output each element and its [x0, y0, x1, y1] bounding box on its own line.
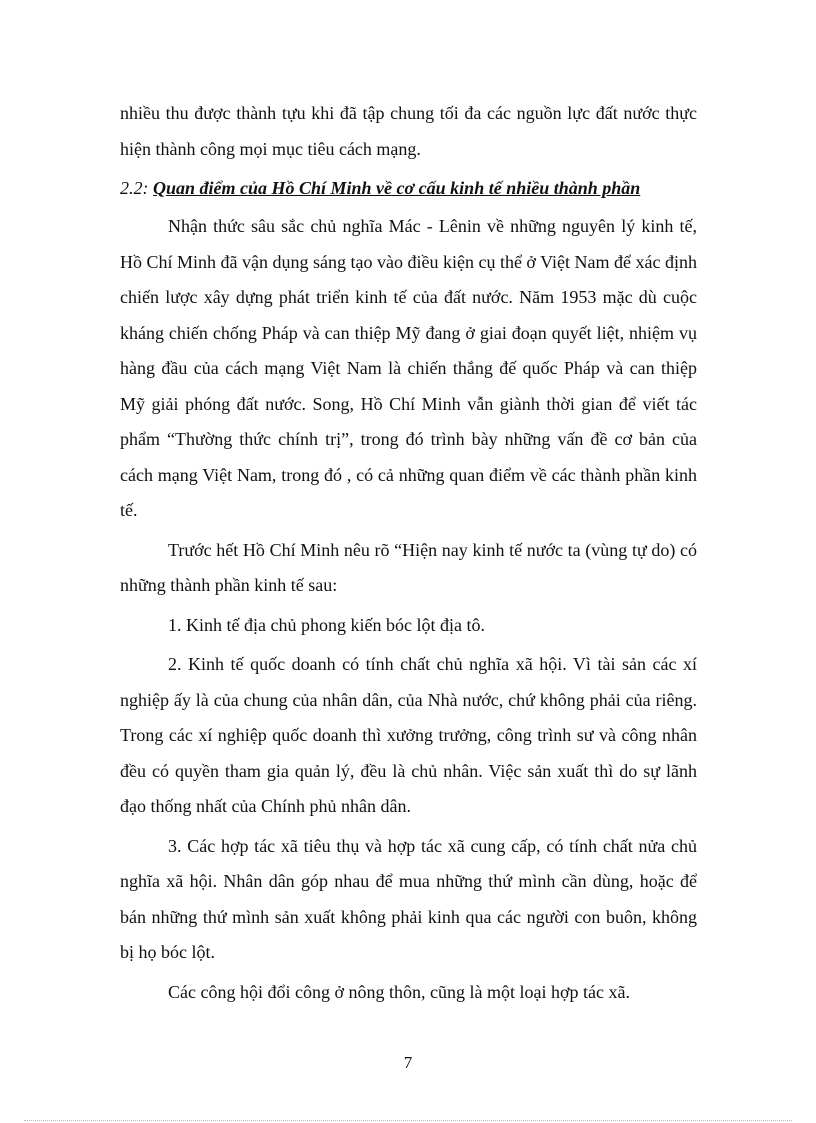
list-item-2: 2. Kinh tế quốc doanh có tính chất chủ nghĩa xã hội. Vì tài sản các xí nghiệp ấy là của chung của nhân dân, của Nhà nước, chứ không phải của riêng. Trong các xí nghiệp quốc doanh thì xưởng trưởng, công trình sư và công nhân đều có quyền tham gia quản lý, đều là chủ nhân. Việc sản xuất thì do sự lãnh đạo thống nhất của Chính phủ nhân dân.	[120, 654, 697, 816]
section-number: 2.2:	[120, 178, 153, 198]
intro-paragraph	[120, 96, 697, 167]
section-title: Quan điểm của Hồ Chí Minh về cơ cấu kinh tế nhiều thành phần	[153, 178, 641, 198]
intro-text: nhiều thu được thành tựu khi đã tập chung tối đa các nguồn lực đất nước thực hiện thành công mọi mục tiêu cách mạng.	[120, 103, 697, 159]
paragraph-1: Nhận thức sâu sắc chủ nghĩa Mác - Lênin về những nguyên lý kinh tế, Hồ Chí Minh đã vận dụng sáng tạo vào điều kiện cụ thể ở Việt Nam để xác định chiến lược xây dựng phát triển kinh tế của đất nước. Năm 1953 mặc dù cuộc kháng chiến chống Pháp và can thiệp Mỹ đang ở giai đoạn quyết liệt, nhiệm vụ hàng đầu của cách mạng Việt Nam là chiến thắng đế quốc Pháp và can thiệp Mỹ giải phóng đất nước. Song, Hồ Chí Minh vẫn giành thời gian để viết tác phẩm “Thường thức chính trị”, trong đó trình bày những vấn đề cơ bản của cách mạng Việt Nam, trong đó , có cả những quan điểm về các thành phần kinh tế.	[120, 216, 697, 520]
list-item-1: 1. Kinh tế địa chủ phong kiến bóc lột địa tô.	[168, 614, 485, 635]
section-heading	[120, 178, 720, 199]
list-item-3: 3. Các hợp tác xã tiêu thụ và hợp tác xã cung cấp, có tính chất nửa chủ nghĩa xã hội. Nhân dân góp nhau để mua những thứ mình cần dùng, hoặc để bán những thứ mình sản xuất không phải kinh qua các người con buôn, không bị họ bóc lột.	[120, 835, 697, 962]
page-bottom-divider	[24, 1120, 792, 1121]
paragraph-final: Các công hội đổi công ở nông thôn, cũng là một loại hợp tác xã.	[168, 981, 630, 1002]
body-text	[120, 209, 697, 1010]
page-number: 7	[403, 1053, 413, 1072]
paragraph-2: Trước hết Hồ Chí Minh nêu rõ “Hiện nay kinh tế nước ta (vùng tự do) có những thành phần kinh tế sau:	[120, 539, 697, 595]
